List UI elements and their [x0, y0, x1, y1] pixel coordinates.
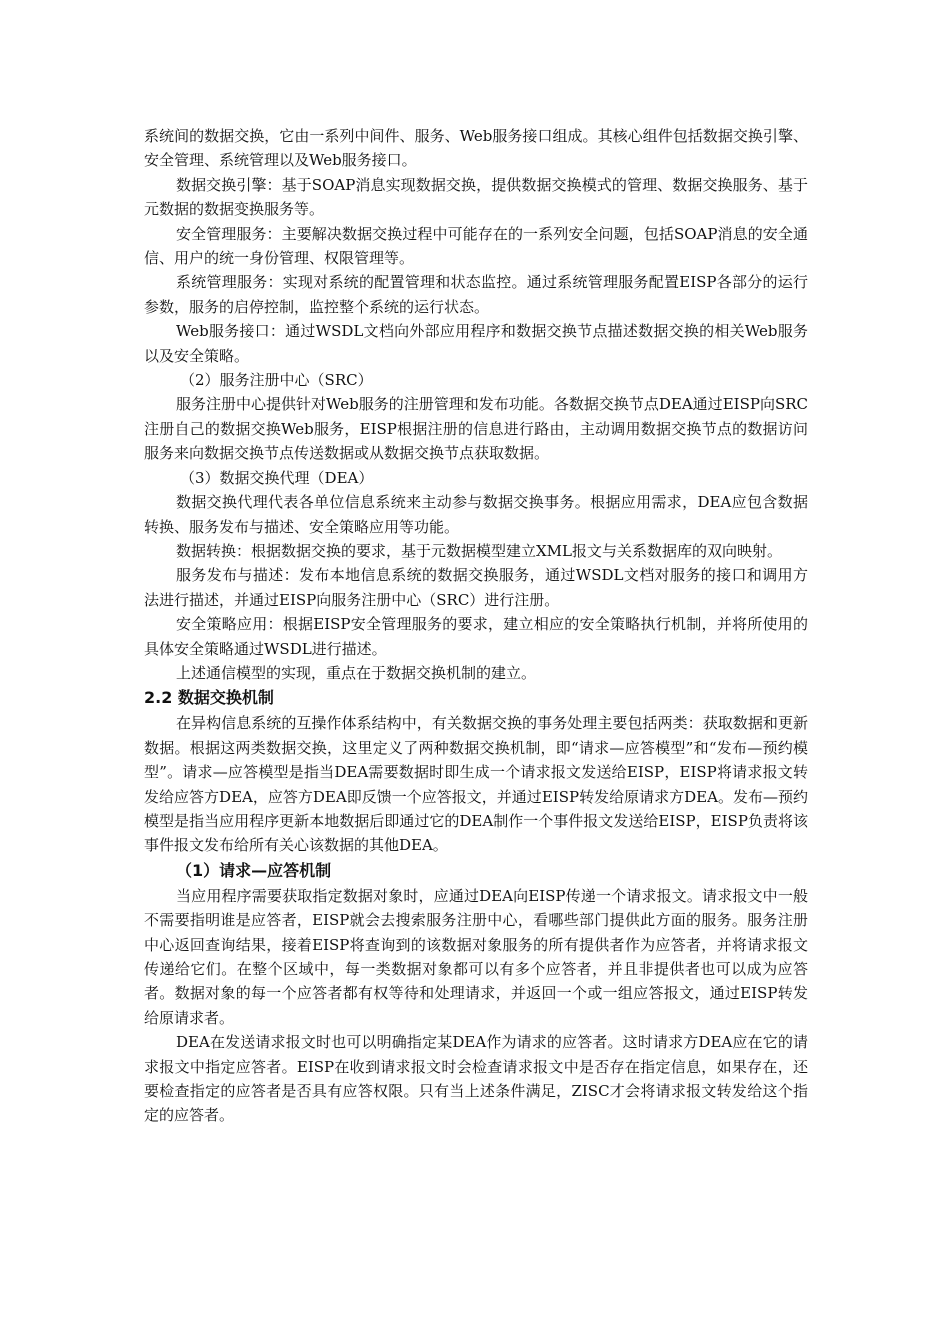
body-paragraph: Web服务接口：通过WSDL文档向外部应用程序和数据交换节点描述数据交换的相关Web服务以及安全策略。: [144, 322, 808, 365]
body-paragraph: 服务发布与描述：发布本地信息系统的数据交换服务，通过WSDL文档对服务的接口和调用方法进行描述，并通过EISP向服务注册中心（SRC）进行注册。: [144, 566, 808, 609]
subsection-heading: （1）请求—应答机制: [176, 860, 332, 880]
body-paragraph: 数据交换代理代表各单位信息系统来主动参与数据交换事务。根据应用需求，DEA应包含数据转换、服务发布与描述、安全策略应用等功能。: [144, 493, 808, 536]
item-heading-src: （2）服务注册中心（SRC）: [180, 371, 373, 390]
body-paragraph: 安全管理服务：主要解决数据交换过程中可能存在的一系列安全问题，包括SOAP消息的安全通信、用户的统一身份管理、权限管理等。: [144, 224, 808, 268]
body-paragraph: 数据交换引擎：基于SOAP消息实现数据交换，提供数据交换模式的管理、数据交换服务、基于元数据的数据变换服务等。: [144, 175, 808, 219]
body-paragraph: 安全策略应用：根据EISP安全管理服务的要求，建立相应的安全策略执行机制，并将所使用的具体安全策略通过WSDL进行描述。: [144, 615, 808, 658]
body-paragraph: 服务注册中心提供针对Web服务的注册管理和发布功能。各数据交换节点DEA通过EISP向SRC注册自己的数据交换Web服务，EISP根据注册的信息进行路由，主动调用数据交换节点的数据访问服务来向数据交换节点传送数据或从数据交换节点获取数据。: [144, 395, 808, 463]
item-heading-dea: （3）数据交换代理（DEA）: [180, 468, 374, 487]
body-paragraph: 系统间的数据交换，它由一系列中间件、服务、Web服务接口组成。其核心组件包括数据交换引擎、安全管理、系统管理以及Web服务接口。: [144, 127, 808, 170]
document-page: [144, 124, 808, 1128]
section-heading: 2.2 数据交换机制: [144, 688, 274, 708]
body-paragraph: 当应用程序需要获取指定数据对象时，应通过DEA向EISP传递一个请求报文。请求报文中一般不需要指明谁是应答者，EISP就会去搜索服务注册中心，看哪些部门提供此方面的服务。服务注册中心返回查询结果，接着EISP将查询到的该数据对象服务的所有提供者作为应答者，并将请求报文传递给它们。在整个区域中，每一类数据对象都可以有多个应答者，并且非提供者也可以成为应答者。数据对象的每一个应答者都有权等待和处理请求，并返回一个或一组应答报文，通过EISP转发给原请求者。: [144, 886, 808, 1027]
body-paragraph: 系统管理服务：实现对系统的配置管理和状态监控。通过系统管理服务配置EISP各部分的运行参数，服务的启停控制，监控整个系统的运行状态。: [144, 273, 808, 316]
body-paragraph: 上述通信模型的实现，重点在于数据交换机制的建立。: [176, 663, 537, 682]
body-paragraph: 数据转换：根据数据交换的要求，基于元数据模型建立XML报文与关系数据库的双向映射。: [176, 541, 783, 560]
body-paragraph: 在异构信息系统的互操作体系结构中，有关数据交换的事务处理主要包括两类：获取数据和更新数据。根据这两类数据交换，这里定义了两种数据交换机制，即“请求—应答模型”和“发布—预约模型”。请求—应答模型是指当DEA需要数据时即生成一个请求报文发送给EISP，EISP将请求报文转发给应答方DEA，应答方DEA即反馈一个应答报文，并通过EISP转发给原请求方DEA。发布—预约模型是指当应用程序更新本地数据后即通过它的DEA制作一个事件报文发送给EISP，EISP负责将该事件报文发布给所有关心该数据的其他DEA。: [144, 714, 808, 855]
body-paragraph: DEA在发送请求报文时也可以明确指定某DEA作为请求的应答者。这时请求方DEA应在它的请求报文中指定应答者。EISP在收到请求报文时会检查请求报文中是否存在指定信息，如果存在，还要检查指定的应答者是否具有应答权限。只有当上述条件满足，ZISC才会将请求报文转发给这个指定的应答者。: [144, 1033, 808, 1125]
